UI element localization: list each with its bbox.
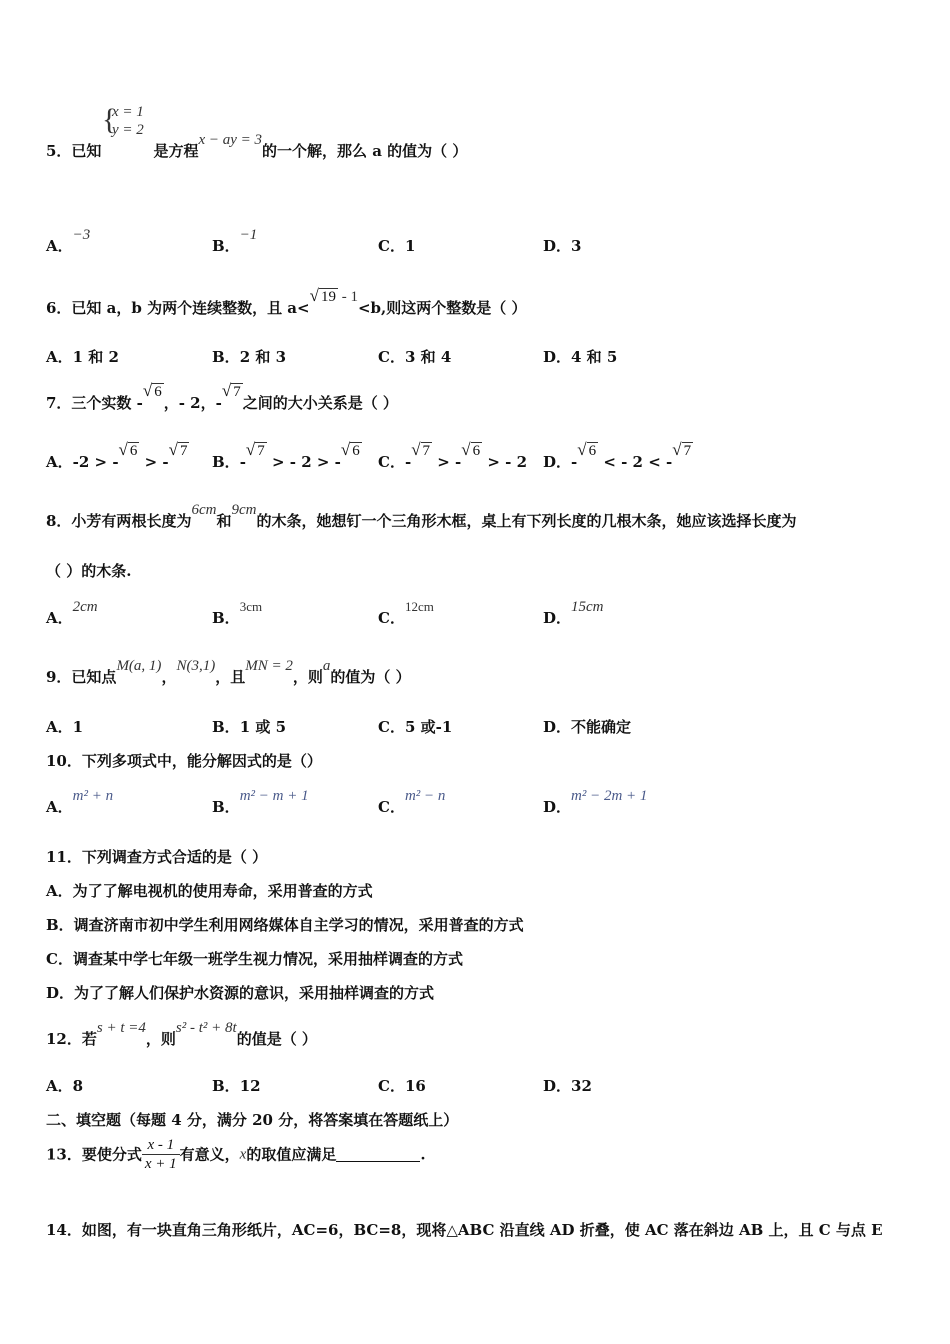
- section-fill-in-title: 二、填空题（每题 4 分，满分 20 分，将答案填在答题纸上）: [46, 1111, 459, 1129]
- q8-option-a: A．2cm: [46, 599, 98, 627]
- q8-stem-line2: （ ）的木条.: [46, 562, 132, 580]
- q7-stem: 7．三个实数 -√ 6，- 2，-√ 7之间的大小关系是（ ）: [46, 381, 398, 412]
- q7-sqrt-6: √ 6: [142, 381, 162, 400]
- q9-option-a: A．1: [46, 718, 84, 736]
- q9-stem: 9．已知点M(a, 1)，N(3,1)，且MN = 2，则a的值为（ ）: [46, 658, 411, 686]
- q12-expression: s² - t² + 8t: [175, 1020, 237, 1036]
- q7-sqrt-7: √ 7: [221, 381, 241, 400]
- q8-option-d: D．15cm: [543, 599, 604, 627]
- q5-mid: 是方程: [153, 142, 199, 160]
- q11-option-c: C．调查某中学七年级一班学生视力情况，采用抽样调查的方式: [46, 950, 463, 968]
- q5-system-brace: { x = 1 y = 2: [102, 103, 144, 138]
- q10-option-a: A．m² + n: [46, 788, 114, 816]
- q5-system-line-2: y = 2: [112, 122, 144, 138]
- q11-stem: 11．下列调查方式合适的是（ ）: [46, 848, 268, 866]
- q5-system-line-1: x = 1: [112, 104, 144, 120]
- q6-option-b: B．2 和 3: [212, 348, 287, 366]
- q8-stem: 8．小芳有两根长度为6cm和9cm的木条，她想钉一个三角形木框，桌上有下列长度的几根木条，她应该选择长度为: [46, 502, 797, 530]
- q9-option-c: C．5 或-1: [378, 718, 453, 736]
- q12-option-d: D．32: [543, 1077, 592, 1095]
- q12-option-c: C．16: [378, 1077, 426, 1095]
- q10-option-c: C．m² − n: [378, 788, 446, 816]
- q6-option-d: D．4 和 5: [543, 348, 618, 366]
- q7-option-a: A．-2 > -√ 6 > -√ 7: [46, 440, 188, 471]
- q5-tail: 的一个解，那么 a 的值为（ ）: [262, 142, 468, 160]
- q11-option-b: B．调查济南市初中学生利用网络媒体自主学习的情况，采用普查的方式: [46, 916, 524, 934]
- q10-option-b: B．m² − m + 1: [212, 788, 309, 816]
- q11-option-d: D．为了了解人们保护水资源的意识，采用抽样调查的方式: [46, 984, 435, 1002]
- q8-option-c: C．12cm: [378, 599, 434, 627]
- q6-head: 6．已知 a，b 为两个连续整数，且 a<: [46, 299, 310, 317]
- q5-option-d: D．3: [543, 237, 582, 255]
- q13-answer-blank[interactable]: [336, 1147, 420, 1162]
- q13-fraction: $\frac{x - 1}{x + 1}$: [142, 1136, 180, 1173]
- q5-number: 5．已知: [46, 142, 102, 160]
- q9-option-d: D．不能确定: [543, 718, 632, 736]
- q12-option-b: B．12: [212, 1077, 261, 1095]
- q8-length-a: 6cm: [191, 502, 217, 518]
- q6-stem: [46, 286, 527, 318]
- q7-option-b: B．-√ 7 > - 2 > -√ 6: [212, 440, 360, 471]
- q6-option-c: C．3 和 4: [378, 348, 452, 366]
- q7-option-c: C．-√ 7 > -√ 6 > - 2: [378, 440, 528, 471]
- q14-stem: 14．如图，有一块直角三角形纸片，AC=6，BC=8，现将△ABC 沿直线 AD 折叠，使 AC 落在斜边 AB 上，且 C 与点 E: [46, 1221, 883, 1239]
- q10-option-d: D．m² − 2m + 1: [543, 788, 648, 816]
- q5-stem: [46, 132, 468, 161]
- q9-point-m: M(a, 1): [116, 658, 162, 674]
- q5-equation: x − ay = 3: [198, 132, 263, 148]
- q10-stem: 10．下列多项式中，能分解因式的是（）: [46, 752, 322, 770]
- q8-option-b: B．3cm: [212, 599, 263, 627]
- q8-length-b: 9cm: [231, 502, 257, 518]
- q6-sqrt: √ 19 - 1: [309, 286, 358, 305]
- q9-point-n: N(3,1): [176, 658, 216, 674]
- q5-option-c: C．1: [378, 237, 416, 255]
- q6-option-a: A．1 和 2: [46, 348, 119, 366]
- q9-option-b: B．1 或 5: [212, 718, 287, 736]
- q5-option-b: B．−1: [212, 227, 258, 255]
- q9-distance: MN = 2: [245, 658, 293, 674]
- q12-option-a: A．8: [46, 1077, 84, 1095]
- q12-condition: s + t =4: [96, 1020, 146, 1036]
- q5-option-a: A．−3: [46, 227, 91, 255]
- q11-option-a: A．为了了解电视机的使用寿命，采用普查的方式: [46, 882, 373, 900]
- q12-stem: 12．若s + t =4，则s² - t² + 8t的值是（ ）: [46, 1020, 317, 1048]
- q13-stem: 13．要使分式 $\frac{x - 1}{x + 1}$ 有意义，x的取值应满足 .: [46, 1137, 426, 1172]
- q7-option-d: D．-√ 6 < - 2 < -√ 7: [543, 440, 692, 471]
- q6-tail: <b,则这两个整数是（ ）: [357, 299, 527, 317]
